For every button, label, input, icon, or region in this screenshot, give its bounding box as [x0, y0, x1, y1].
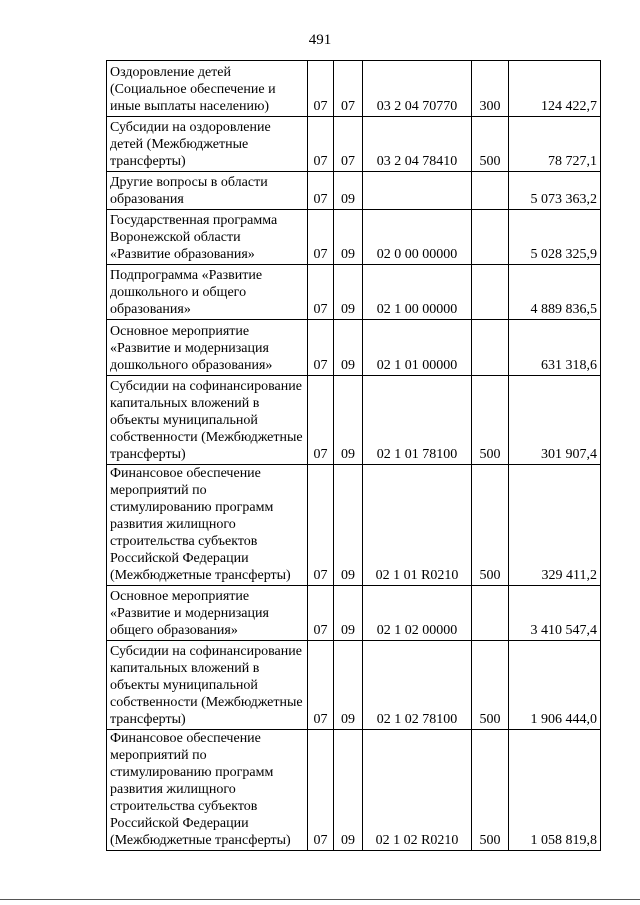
- row-name: Финансовое обеспечение мероприятий по стимулированию программ развития жилищного строительства субъектов Российской Федерации (Межбюджетные трансферты): [107, 465, 308, 586]
- row-name: Основное мероприятие «Развитие и модернизация дошкольного образования»: [107, 320, 308, 376]
- row-section: 07: [308, 320, 334, 376]
- row-sum: 78 727,1: [509, 117, 601, 172]
- row-section: 07: [308, 265, 334, 320]
- row-expense-type: [472, 210, 509, 265]
- row-section: 07: [308, 586, 334, 641]
- row-expense-type: [472, 172, 509, 210]
- row-target-code: 02 1 01 00000: [363, 320, 472, 376]
- row-expense-type: 500: [472, 117, 509, 172]
- row-sum: 329 411,2: [509, 465, 601, 586]
- row-subsection: 09: [334, 265, 363, 320]
- row-expense-type: 500: [472, 641, 509, 730]
- row-target-code: 02 1 02 00000: [363, 586, 472, 641]
- table-row: [107, 320, 601, 376]
- row-target-code: 02 1 00 00000: [363, 265, 472, 320]
- row-name: Другие вопросы в области образования: [107, 172, 308, 210]
- row-subsection: 07: [334, 61, 363, 117]
- row-target-code: [363, 172, 472, 210]
- row-subsection: 09: [334, 586, 363, 641]
- row-expense-type: [472, 586, 509, 641]
- row-subsection: 09: [334, 641, 363, 730]
- row-sum: 1 058 819,8: [509, 730, 601, 851]
- row-section: 07: [308, 465, 334, 586]
- row-sum: 5 073 363,2: [509, 172, 601, 210]
- table-row: [107, 730, 601, 851]
- table-row: [107, 210, 601, 265]
- row-name: Подпрограмма «Развитие дошкольного и общего образования»: [107, 265, 308, 320]
- row-target-code: 02 1 02 R0210: [363, 730, 472, 851]
- row-expense-type: 300: [472, 61, 509, 117]
- row-subsection: 09: [334, 172, 363, 210]
- row-subsection: 09: [334, 376, 363, 465]
- row-sum: 3 410 547,4: [509, 586, 601, 641]
- row-section: 07: [308, 376, 334, 465]
- row-sum: 1 906 444,0: [509, 641, 601, 730]
- row-sum: 5 028 325,9: [509, 210, 601, 265]
- page-bottom-edge: [0, 899, 640, 900]
- row-sum: 301 907,4: [509, 376, 601, 465]
- table-row: [107, 172, 601, 210]
- row-expense-type: 500: [472, 730, 509, 851]
- row-sum: 631 318,6: [509, 320, 601, 376]
- row-sum: 124 422,7: [509, 61, 601, 117]
- row-section: 07: [308, 210, 334, 265]
- row-section: 07: [308, 641, 334, 730]
- row-name: Субсидии на софинансирование капитальных вложений в объекты муниципальной собственности (Межбюджетные трансферты): [107, 641, 308, 730]
- table-row: [107, 586, 601, 641]
- row-subsection: 07: [334, 117, 363, 172]
- row-section: 07: [308, 730, 334, 851]
- table-row: [107, 376, 601, 465]
- row-expense-type: [472, 265, 509, 320]
- row-target-code: 03 2 04 70770: [363, 61, 472, 117]
- page-number: 491: [308, 32, 332, 48]
- row-name: Оздоровление детей (Социальное обеспечение и иные выплаты населению): [107, 61, 308, 117]
- row-expense-type: 500: [472, 465, 509, 586]
- budget-table: [106, 60, 601, 851]
- row-name: Субсидии на софинансирование капитальных вложений в объекты муниципальной собственности (Межбюджетные трансферты): [107, 376, 308, 465]
- table-row: [107, 265, 601, 320]
- table-row: [107, 465, 601, 586]
- row-section: 07: [308, 61, 334, 117]
- table-row: [107, 117, 601, 172]
- table-row: [107, 61, 601, 117]
- row-target-code: 02 0 00 00000: [363, 210, 472, 265]
- row-name: Государственная программа Воронежской области «Развитие образования»: [107, 210, 308, 265]
- row-subsection: 09: [334, 730, 363, 851]
- row-target-code: 02 1 01 R0210: [363, 465, 472, 586]
- table-row: [107, 641, 601, 730]
- row-section: 07: [308, 172, 334, 210]
- row-sum: 4 889 836,5: [509, 265, 601, 320]
- row-target-code: 02 1 01 78100: [363, 376, 472, 465]
- row-name: Основное мероприятие «Развитие и модернизация общего образования»: [107, 586, 308, 641]
- row-expense-type: 500: [472, 376, 509, 465]
- row-subsection: 09: [334, 320, 363, 376]
- row-target-code: 02 1 02 78100: [363, 641, 472, 730]
- row-target-code: 03 2 04 78410: [363, 117, 472, 172]
- row-section: 07: [308, 117, 334, 172]
- row-subsection: 09: [334, 465, 363, 586]
- row-name: Субсидии на оздоровление детей (Межбюджетные трансферты): [107, 117, 308, 172]
- row-subsection: 09: [334, 210, 363, 265]
- row-expense-type: [472, 320, 509, 376]
- row-name: Финансовое обеспечение мероприятий по стимулированию программ развития жилищного строительства субъектов Российской Федерации (Межбюджетные трансферты): [107, 730, 308, 851]
